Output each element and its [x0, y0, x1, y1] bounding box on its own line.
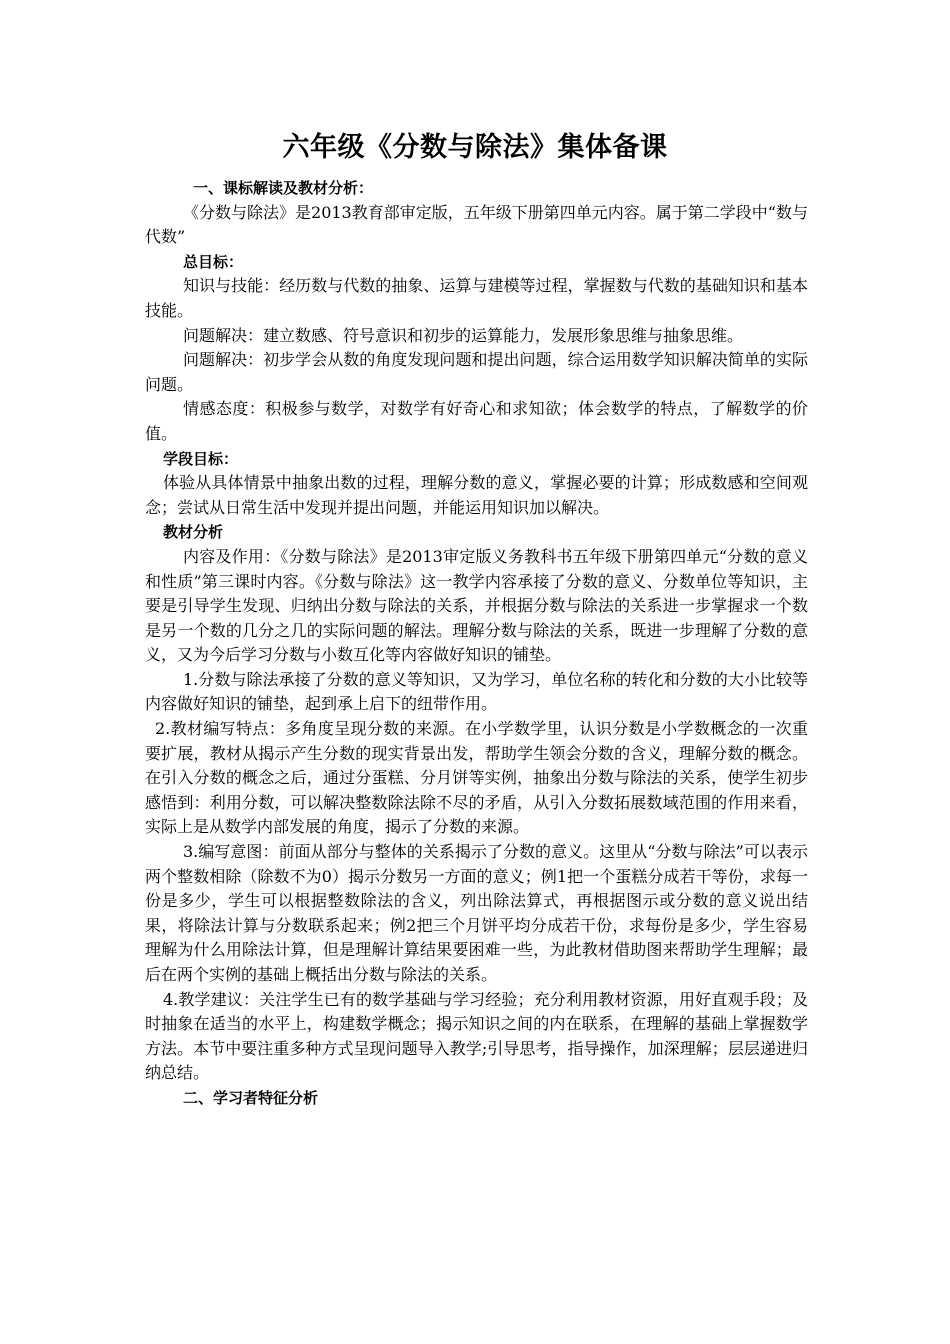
- section-1-heading: 一、课标解读及教材分析：: [193, 179, 374, 197]
- material-paragraph-content: 内容及作用：《分数与除法》是2013审定版义务教科书五年级下册第四单元“分数的意义和性质”第三课时内容。《分数与除法》这一教学内容承接了分数的意义、分数单位等知识，主要是引导学生发现、归纳出分数与除法的关系，并根据分数与除法的关系进一步掌握求一个数是另一个数的几分之几的实际问题的解法。理解分数与除法的关系，既进一步理解了分数的意义，又为今后学习分数与小数互化等内容做好知识的铺垫。: [145, 546, 808, 665]
- overall-goal-heading: 总目标：: [183, 252, 244, 271]
- document-title: 六年级《分数与除法》集体备课: [282, 132, 668, 163]
- overall-goal-knowledge: 知识与技能：经历数与代数的抽象、运算与建模等过程，掌握数与代数的基础知识和基本技能。: [145, 276, 808, 320]
- material-paragraph-1: 1.分数与除法承接了分数的意义等知识，又为学习，单位名称的转化和分数的大小比较等内容做好知识的铺垫，起到承上启下的纽带作用。: [145, 669, 808, 714]
- overall-goal-problem-solving: 问题解决：初步学会从数的角度发现问题和提出问题，综合运用数学知识解决简单的实际问题。: [145, 350, 808, 394]
- stage-goal-heading: 学段目标：: [163, 449, 239, 468]
- document-body: [145, 176, 808, 1111]
- material-paragraph-3: 3.编写意图：前面从部分与整体的关系揭示了分数的意义。这里从“分数与除法”可以表示两个整数相除（除数不为0）揭示分数另一方面的意义；例1把一个蛋糕分成若干等份，求每一份是多少，学生可以根据整数除法的含义，列出除法算式，再根据图示或分数的意义说出结果，将除法计算与分数联系起来；例2把三个月饼平均分成若干份，求每份是多少，学生容易理解为什么用除法计算，但是理解计算结果要困难一些，为此教材借助图来帮助学生理解；最后在两个实例的基础上概括出分数与除法的关系。: [145, 842, 808, 984]
- overall-goal-thinking: 问题解决：建立数感、符号意识和初步的运算能力，发展形象思维与抽象思维。: [183, 325, 744, 345]
- stage-goal-text: 体验从具体情景中抽象出数的过程，理解分数的意义，掌握必要的计算；形成数感和空间观念；尝试从日常生活中发现并提出问题，并能运用知识加以解决。: [145, 473, 808, 517]
- material-paragraph-2: 2.教材编写特点：多角度呈现分数的来源。在小学数学里，认识分数是小学数概念的一次重要扩展，教材从揭示产生分数的现实背景出发，帮助学生领会分数的含义，理解分数的概念。在引入分数的概念之后，通过分蛋糕、分月饼等实例，抽象出分数与除法的关系，使学生初步感悟到：利用分数，可以解决整数除法除不尽的矛盾，从引入分数拓展数域范围的作用来看，实际上是从数学内部发展的角度，揭示了分数的来源。: [145, 719, 808, 837]
- material-paragraph-4: 4.教学建议：关注学生已有的数学基础与学习经验；充分利用教材资源，用好直观手段；及时抽象在适当的水平上，构建数学概念；揭示知识之间的内在联系，在理解的基础上掌握数学方法。本节中要注重多种方式呈现问题导入教学;引导思考，指导操作，加深理解；层层递进归纳总结。: [145, 989, 808, 1083]
- section-1-intro: 《分数与除法》是2013教育部审定版，五年级下册第四单元内容。属于第二学段中“数与代数”: [145, 202, 808, 247]
- overall-goal-attitude: 情感态度：积极参与数学，对数学有好奇心和求知欲；体会数学的特点，了解数学的价值。: [145, 399, 808, 443]
- section-2-heading: 二、学习者特征分析: [183, 1088, 319, 1107]
- material-analysis-heading: 教材分析: [163, 523, 224, 542]
